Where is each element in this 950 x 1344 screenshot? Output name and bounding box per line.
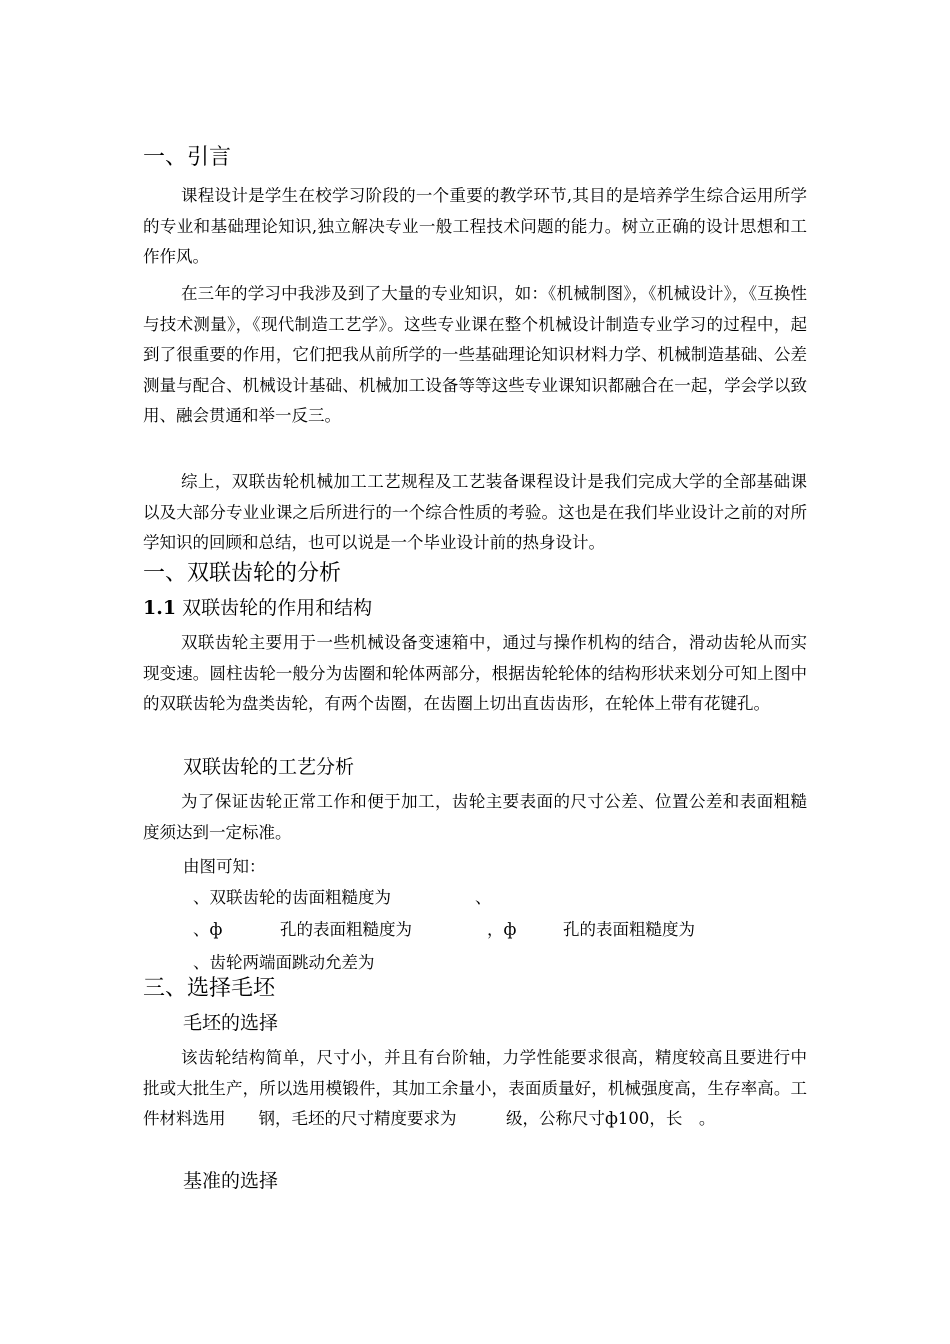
item-1-separator: 、 (475, 888, 492, 907)
blank-choice-heading: 毛坯的选择 (183, 1012, 279, 1034)
subsection-1-1-heading (143, 596, 372, 620)
process-paragraph-2: 由图可知： (183, 857, 266, 876)
item-1-text: 、双联齿轮的齿面粗糙度为 (193, 888, 391, 907)
blank-paragraph: 该齿轮结构简单，尺寸小，并且有台阶轴，力学性能要求很高，精度较高且要进行中批或大批生产，所以选用模锻件，其加工余量小，表面质量好，机械强度高，生存率高。工件材料选用 钢，毛坯的尺寸精度要求为 级，公称尺寸ф100，长 。 (143, 1048, 807, 1128)
analysis-paragraph: 双联齿轮主要用于一些机械设备变速箱中，通过与操作机构的结合，滑动齿轮从而实现变速。圆柱齿轮一般分为齿圈和轮体两部分，根据齿轮轮体的结构形状来划分可知上图中的双联齿轮为盘类齿轮，有两个齿圈，在齿圈上切出直齿齿形，在轮体上带有花键孔。 (143, 633, 807, 713)
item-2-part-a: 、ф (193, 920, 223, 939)
datum-selection-heading: 基准的选择 (183, 1170, 279, 1192)
process-analysis-heading: 双联齿轮的工艺分析 (183, 756, 355, 778)
blank-selection-heading: 三、选择毛坯 (143, 976, 276, 1001)
analysis-heading: 一、双联齿轮的分析 (143, 561, 342, 586)
item-2-part-b: 孔的表面粗糙度为 (280, 920, 412, 939)
intro-paragraph-2: 在三年的学习中我涉及到了大量的专业知识，如：《机械制图》，《机械设计》，《互换性与技术测量》，《现代制造工艺学》。这些专业课在整个机械设计制造专业学习的过程中，起到了很重要的作用，它们把我从前所学的一些基础理论知识材料力学、机械制造基础、公差测量与配合、机械设计基础、机械加工设备等等这些专业课知识都融合在一起，学会学以致用、融会贯通和举一反三。 (143, 284, 807, 425)
subsection-number: 1.1 (143, 597, 177, 619)
item-2-part-d: 孔的表面粗糙度为 (563, 920, 695, 939)
requirement-item-3: 、齿轮两端面跳动允差为 (193, 953, 375, 972)
intro-heading: 一、引言 (143, 145, 232, 170)
subsection-title: 双联齿轮的作用和结构 (182, 597, 373, 619)
intro-paragraph-1: 课程设计是学生在校学习阶段的一个重要的教学环节,其目的是培养学生综合运用所学的专业和基础理论知识,独立解决专业一般工程技术问题的能力。树立正确的设计思想和工作作风。 (143, 186, 807, 266)
item-2-part-c: ，ф (487, 920, 517, 939)
intro-paragraph-3: 综上，双联齿轮机械加工工艺规程及工艺装备课程设计是我们完成大学的全部基础课以及大部分专业业课之后所进行的一个综合性质的考验。这也是在我们毕业设计之前的对所学知识的回顾和总结，也可以说是一个毕业设计前的热身设计。 (143, 472, 807, 552)
process-paragraph-1: 为了保证齿轮正常工作和便于加工，齿轮主要表面的尺寸公差、位置公差和表面粗糙度须达到一定标准。 (143, 792, 807, 842)
